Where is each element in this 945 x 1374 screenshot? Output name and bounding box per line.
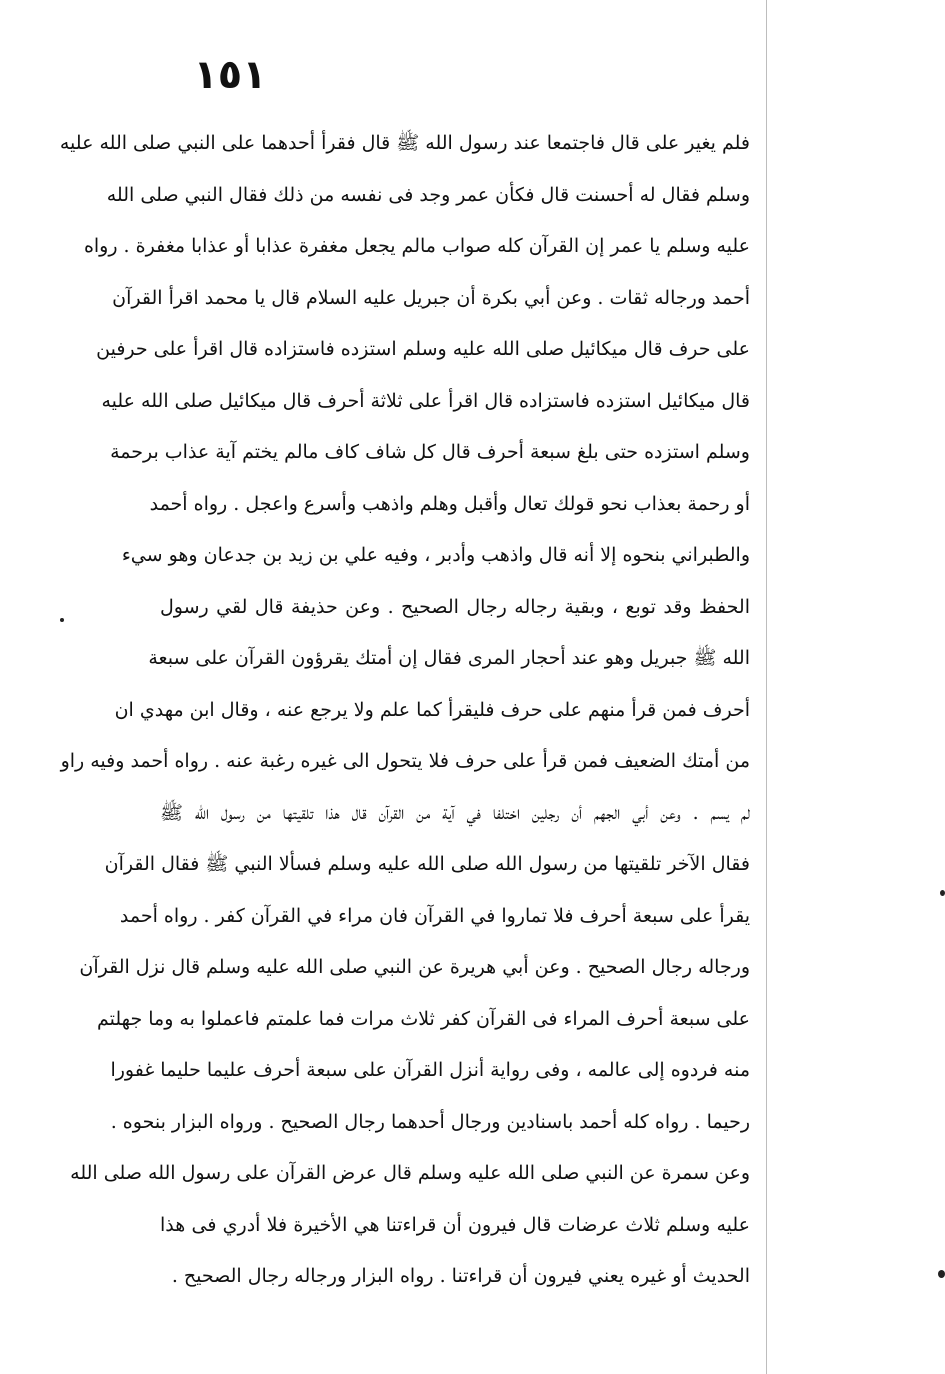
scan-speck [940, 890, 945, 896]
text-line: على حرف قال ميكائيل صلى الله عليه وسلم استزده فاستزاده قال اقرأ على حرفين [96, 338, 750, 360]
scan-speck [60, 618, 64, 622]
text-line: أو رحمة بعذاب نحو قولك تعال وأقبل وهلم واذهب وأسرع واعجل . رواه أحمد [149, 492, 750, 515]
text-line: أحمد ورجاله ثقات . وعن أبي بكرة أن جبريل عليه السلام قال يا محمد اقرأ القرآن [112, 286, 750, 309]
text-line: قال ميكائيل استزده فاستزاده قال اقرأ على ثلاثة أحرف قال ميكائيل صلى الله عليه [101, 389, 750, 412]
text-line: أحرف فمن قرأ منهم على حرف فليقرأ كما علم ولا يرجع عنه ، وقال ابن مهدي ان [114, 698, 750, 721]
text-line: على سبعة أحرف المراء فى القرآن كفر ثلاث مرات فما علمتم فاعملوا به وما جهلتم [97, 1007, 750, 1030]
text-line: فلم يغير على قال فاجتمعا عند رسول الله ﷺ قال فقرأ أحدهما على النبي صلى الله عليه [59, 132, 750, 154]
text-line: منه فردوه إلى عالمه ، وفى رواية أنزل القرآن على سبعة أحرف عليما حليما غفورا [110, 1059, 750, 1081]
text-line: والطبراني بنحوه إلا أنه قال واذهب وأدبر ، وفيه علي بن زيد بن جدعان وهو سيء [121, 544, 750, 566]
text-line: رحيما . رواه كله أحمد باسنادين ورجال أحدهما رجال الصحيح . ورواه البزار بنحوه . [110, 1110, 750, 1133]
text-line: الله ﷺ جبريل وهو عند أحجار المرى فقال إن أمتك يقرؤون القرآن على سبعة [148, 647, 750, 669]
text-line: ورجاله رجال الصحيح . وعن أبي هريرة عن النبي صلى الله عليه وسلم قال نزل القرآن [79, 956, 750, 978]
scan-speck [938, 1270, 945, 1278]
text-line: فقال الآخر تلقيتها من رسول الله صلى الله عليه وسلم فسألا النبي ﷺ فقال القرآن [104, 853, 750, 875]
text-line: وسلم استزده حتى بلغ سبعة أحرف قال كل شاف كاف مالم يختم آية عذاب برحمة [110, 441, 750, 463]
body-text [59, 118, 750, 1303]
text-line: الحفظ وقد توبع ، وبقية رجاله رجال الصحيح . وعن حذيفة قال لقي رسول [160, 595, 750, 618]
text-line: لم يسم . وعن أبي الجهم أن رجلين اختلفا في آية من القرآن قال هذا تلقيتها من رسول الله ﷺ [160, 801, 750, 824]
text-line: عليه وسلم ثلاث عرضات قال فيرون أن قراءتنا هي الأخيرة فلا أدري فى هذا [160, 1213, 750, 1236]
page-edge-line [766, 0, 767, 1374]
page-number: ١٥١ [193, 52, 267, 98]
text-line: عليه وسلم يا عمر إن القرآن كله صواب مالم يجعل مغفرة عذابا أو عذابا مغفرة . رواه [83, 235, 750, 257]
text-line: الحديث أو غيره يعني فيرون أن قراءتنا . رواه البزار ورجاله رجال الصحيح . [171, 1265, 750, 1287]
text-line: يقرأ على سبعة أحرف فلا تماروا في القرآن فان مراء في القرآن كفر . رواه أحمد [119, 904, 750, 927]
text-line: وعن سمرة عن النبي صلى الله عليه وسلم قال عرض القرآن على رسول الله صلى الله [70, 1162, 750, 1184]
text-line: وسلم فقال له أحسنت قال فكأن عمر وجد فى نفسه من ذلك فقال النبي صلى الله [106, 183, 750, 206]
text-line: من أمتك الضعيف فمن قرأ على حرف فلا يتحول الى غيره رغبة عنه . رواه أحمد وفيه راو [60, 750, 750, 772]
